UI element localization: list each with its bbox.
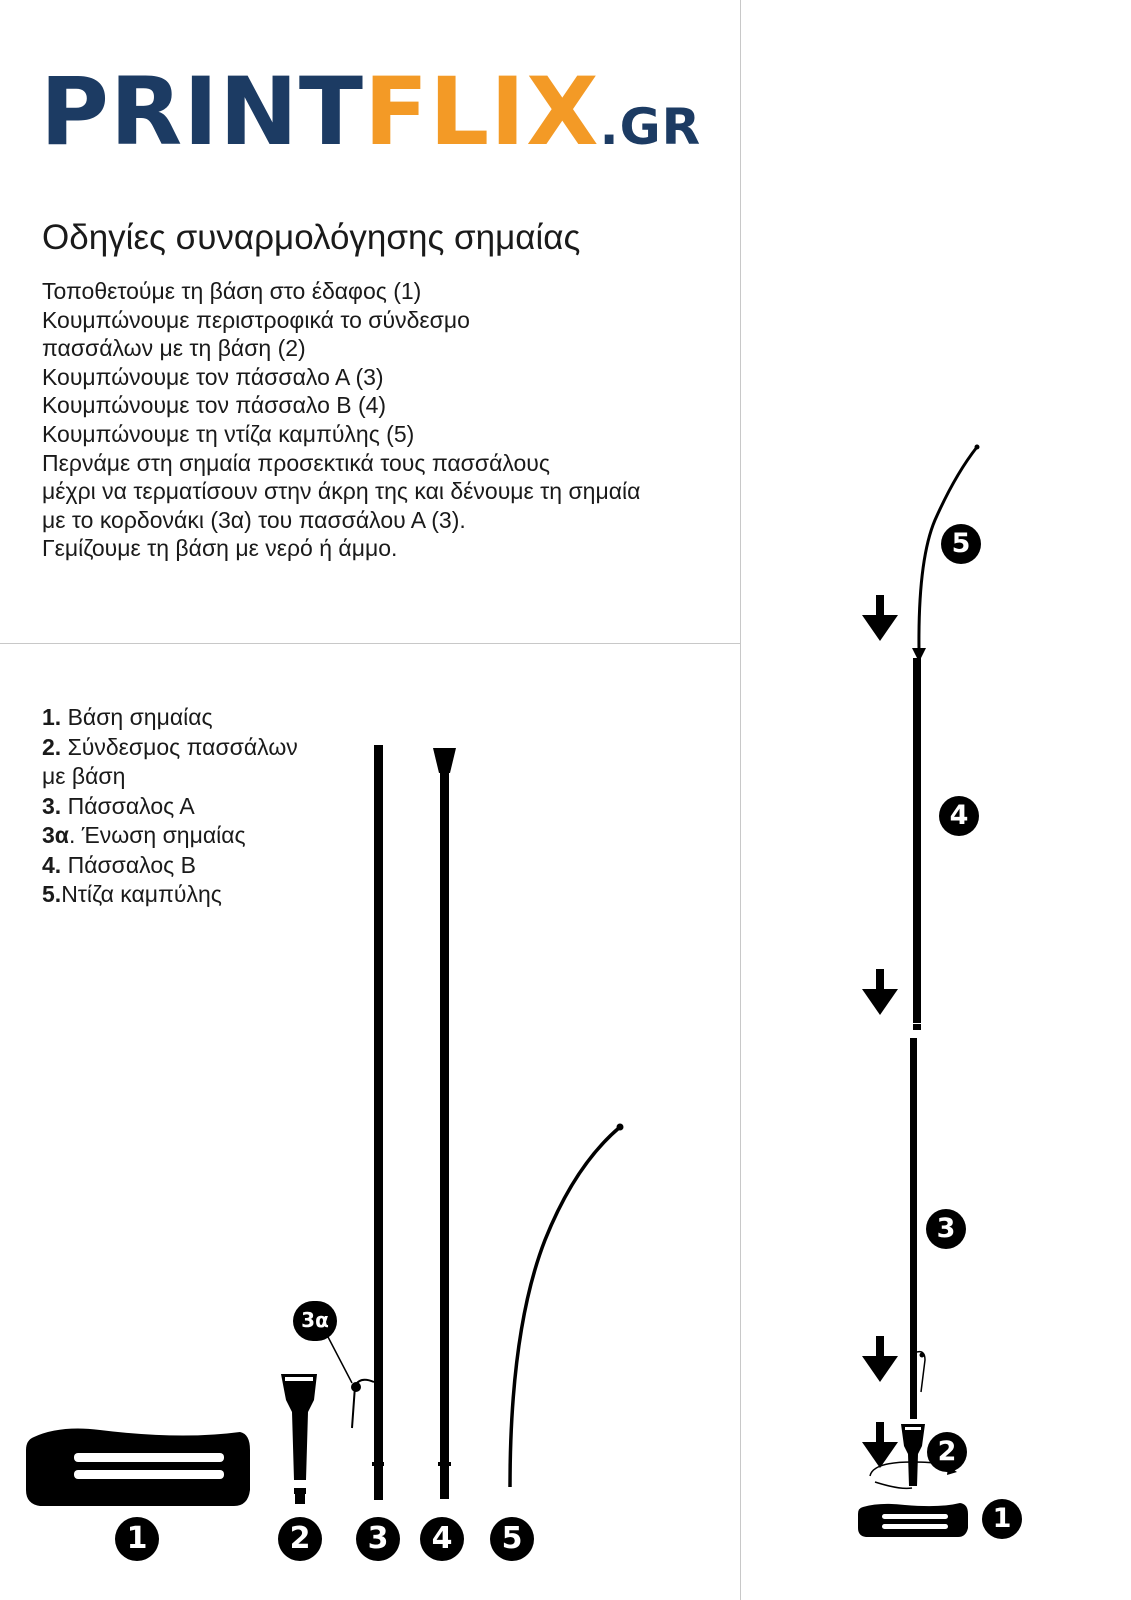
legend-text: Σύνδεσμος πασσάλων [61,733,298,760]
instruction-line: Κουμπώνουμε τη ντίζα καμπύλης (5) [42,420,415,447]
page-title: Οδηγίες συναρμολόγησης σημαίας [42,218,581,257]
legend-text: Πάσσαλος Β [61,851,196,878]
legend-number: 3. [42,792,62,819]
arrow-down-icon [862,1422,898,1468]
curved-rod-part [510,1124,624,1488]
legend-text: Βάση σημαίας [61,704,213,730]
instruction-line: Κουμπώνουμε τον πάσσαλο Α (3) [42,363,384,390]
part-label-2: 2 [289,1521,311,1556]
assembled-label-3: 3 [936,1213,956,1244]
legend-text: Πάσσαλος Α [61,792,195,819]
part-label-5: 5 [501,1521,523,1556]
brand-part-print: PRINT [40,58,365,167]
instruction-line: Περνάμε στη σημαία προσεκτικά τους πασσάλους [42,449,550,476]
arrow-down-icon [862,969,898,1015]
legend-text: . Ένωση σημαίας [68,822,246,848]
legend-text: με βάση [42,763,126,789]
pole-a-part [351,745,384,1500]
assembled-pole-b [913,658,921,1030]
instruction-line: πασσάλων με τη βάση (2) [42,335,306,362]
instruction-line: Κουμπώνουμε τον πάσσαλο Β (4) [42,392,387,419]
instruction-line: Γεμίζουμε τη βάση με νερό ή άμμο. [42,535,398,562]
part-label-3: 3 [367,1521,389,1556]
legend-number: 3α [42,822,69,848]
assembled-label-4: 4 [949,800,969,831]
pole-b-part [433,748,456,1499]
pole-connector-part [281,1374,317,1504]
assembled-label-5: 5 [951,528,971,559]
part-label-3a: 3α [301,1308,329,1332]
assembled-label-2: 2 [937,1436,957,1467]
legend-number: 2. [42,733,62,760]
brand-part-flix: FLIX [364,58,600,167]
arrow-down-icon [862,595,898,641]
legend-number: 1. [42,704,62,730]
instruction-line: Τοποθετούμε τη βάση στο έδαφος (1) [42,278,422,304]
flag-base-part [26,1429,250,1506]
instruction-line: Κουμπώνουμε περιστροφικά το σύνδεσμο [42,306,470,333]
legend-text: Ντίζα καμπύλης [61,881,222,907]
assembled-base [858,1503,968,1537]
brand-part-gr: .GR [599,98,702,156]
legend-number: 5. [42,881,62,907]
legend-number: 4. [42,851,62,878]
arrow-down-icon [862,1336,898,1382]
part-label-1: 1 [126,1521,148,1556]
assembled-pole-a [910,1038,925,1419]
part-label-4: 4 [431,1521,453,1556]
assembled-label-1: 1 [992,1503,1012,1534]
instruction-line: μέχρι να τερματίσουν στην άκρη της και δένουμε τη σημαία [42,478,641,505]
instruction-line: με το κορδονάκι (3α) του πασσάλου Α (3). [42,506,466,533]
